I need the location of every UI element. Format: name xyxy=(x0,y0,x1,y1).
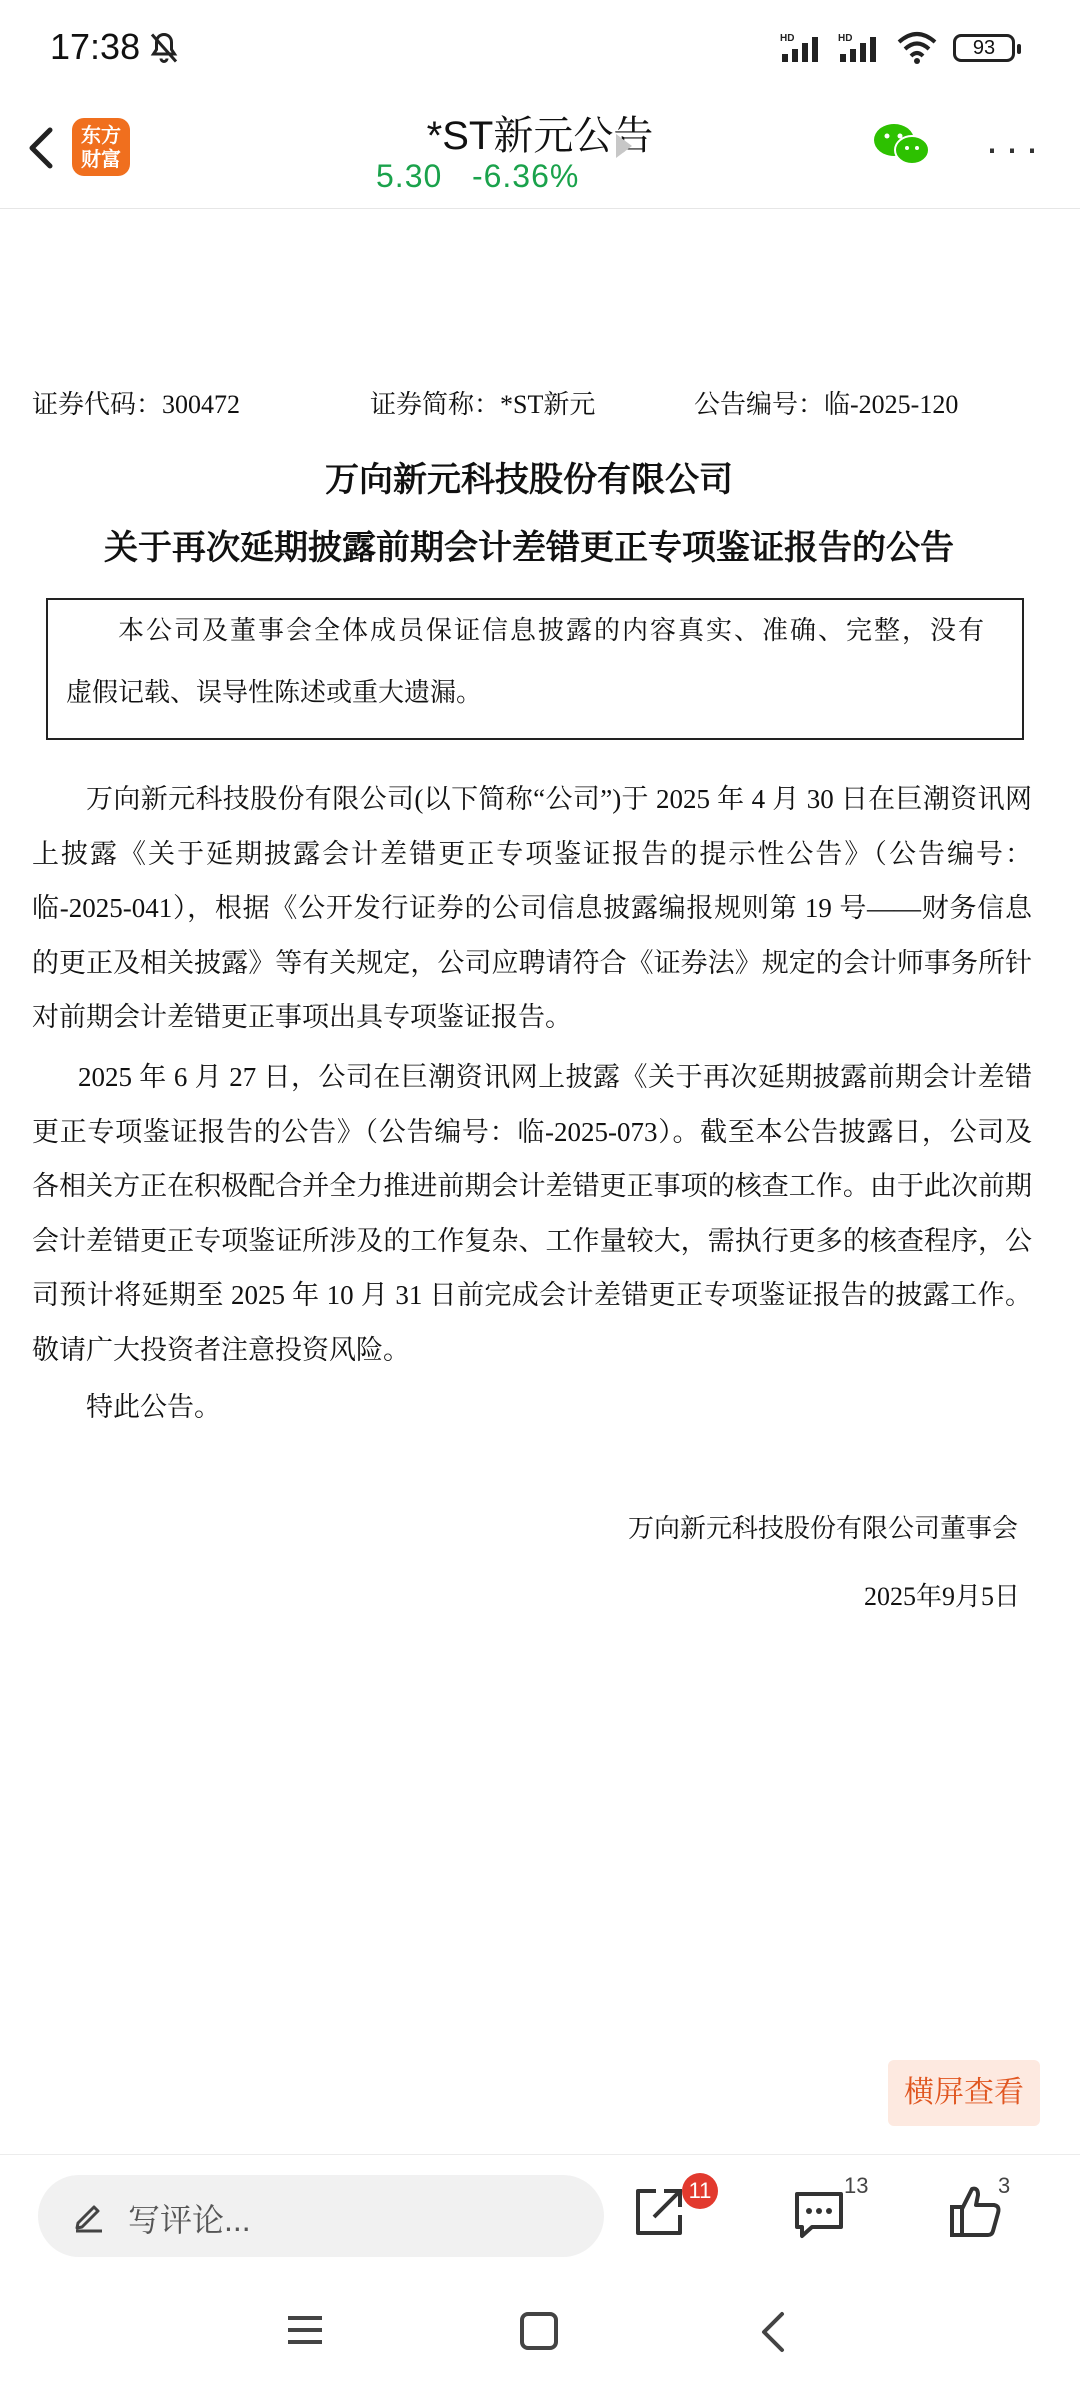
comment-input[interactable] xyxy=(38,2175,604,2257)
recent-apps-icon[interactable] xyxy=(285,2310,325,2350)
statement-line-1: 本公司及董事会全体成员保证信息披露的内容真实、准确、完整，没有 xyxy=(118,616,987,645)
battery-indicator: 93 xyxy=(953,34,1015,62)
app-header xyxy=(0,96,1080,209)
comment-icon[interactable] xyxy=(792,2189,846,2241)
paragraph-1: 万向新元科技股份有限公司(以下简称“公司”)于 2025 年 4 月 30 日在巨潮资讯网上披露《关于延期披露会计差错更正专项鉴证报告的提示性公告》（公告编号：临-2025-041），根据《公开发行证券的公司信息披露编报规则第 19 号——财务信息的更正及相关披露》等有关规定，公司应聘请符合《证券法》规定的会计师事务所针对前期会计差错更正事项出具专项鉴证报告。 xyxy=(32,784,1032,1032)
wechat-icon[interactable] xyxy=(872,120,932,170)
more-options-icon[interactable]: ··· xyxy=(985,124,1045,171)
svg-text:HD: HD xyxy=(780,33,795,44)
logo-text-line2: 财富 xyxy=(81,149,121,171)
paragraph-3: 特此公告。 xyxy=(86,1392,221,1422)
comment-placeholder: 写评论... xyxy=(128,2202,251,2238)
home-icon[interactable] xyxy=(520,2312,558,2350)
announcement-date: 2025年9月5日 xyxy=(863,1582,1020,1611)
pen-icon xyxy=(72,2197,106,2233)
statement-box xyxy=(46,598,1024,740)
nav-back-icon[interactable] xyxy=(758,2308,788,2356)
company-name: 万向新元科技股份有限公司 xyxy=(325,462,733,499)
announcement-title: 关于再次延期披露前期会计差错更正专项鉴证报告的公告 xyxy=(104,530,954,567)
security-code: 证券代码：300472 xyxy=(32,390,241,419)
stock-price: 5.30 xyxy=(376,158,443,194)
wifi-icon xyxy=(895,30,945,66)
play-triangle-icon[interactable] xyxy=(616,134,632,158)
signature: 万向新元科技股份有限公司董事会 xyxy=(627,1514,1018,1543)
share-icon[interactable] xyxy=(632,2185,686,2239)
bottom-action-bar xyxy=(0,2154,1080,2281)
statement-line-2: 虚假记载、误导性陈述或重大遗漏。 xyxy=(66,678,483,707)
landscape-view-button[interactable]: 横屏查看 xyxy=(888,2060,1040,2126)
share-count-badge: 11 xyxy=(682,2173,718,2209)
stock-change: -6.36% xyxy=(471,158,580,194)
status-time: 17:38 xyxy=(50,26,141,67)
thumbs-up-icon[interactable] xyxy=(948,2183,1002,2239)
page-title: *ST新元公告 xyxy=(426,114,654,158)
comment-count: 13 xyxy=(844,2173,869,2198)
stock-quote[interactable] xyxy=(376,158,579,195)
paragraph-2: 2025 年 6 月 27 日，公司在巨潮资讯网上披露《关于再次延期披露前期会计差错更正专项鉴证报告的公告》（公告编号：临-2025-073）。截至本公告披露日，公司及各相关方正在积极配合并全力推进前期会计差错更正事项的核查工作。由于此次前期会计差错更正专项鉴证所涉及的工作复杂、工作量较大，需执行更多的核查程序，公司预计将延期至 2025 年 10 月 31 日前完成会计差错更正专项鉴证报告的披露工作。敬请广大投资者注意投资风险。 xyxy=(32,1062,1032,1365)
system-nav-bar xyxy=(0,2280,1080,2400)
security-abbreviation: 证券简称：*ST新元 xyxy=(370,390,596,419)
cellular-signal-1-icon xyxy=(780,32,832,64)
like-count: 3 xyxy=(998,2173,1011,2198)
announcement-number: 公告编号：临-2025-120 xyxy=(694,390,959,419)
logo-text-line1: 东方 xyxy=(81,125,121,147)
bell-off-icon xyxy=(146,30,182,66)
cellular-signal-2-icon xyxy=(838,32,890,64)
status-bar xyxy=(0,0,1080,96)
svg-text:HD: HD xyxy=(838,33,853,44)
